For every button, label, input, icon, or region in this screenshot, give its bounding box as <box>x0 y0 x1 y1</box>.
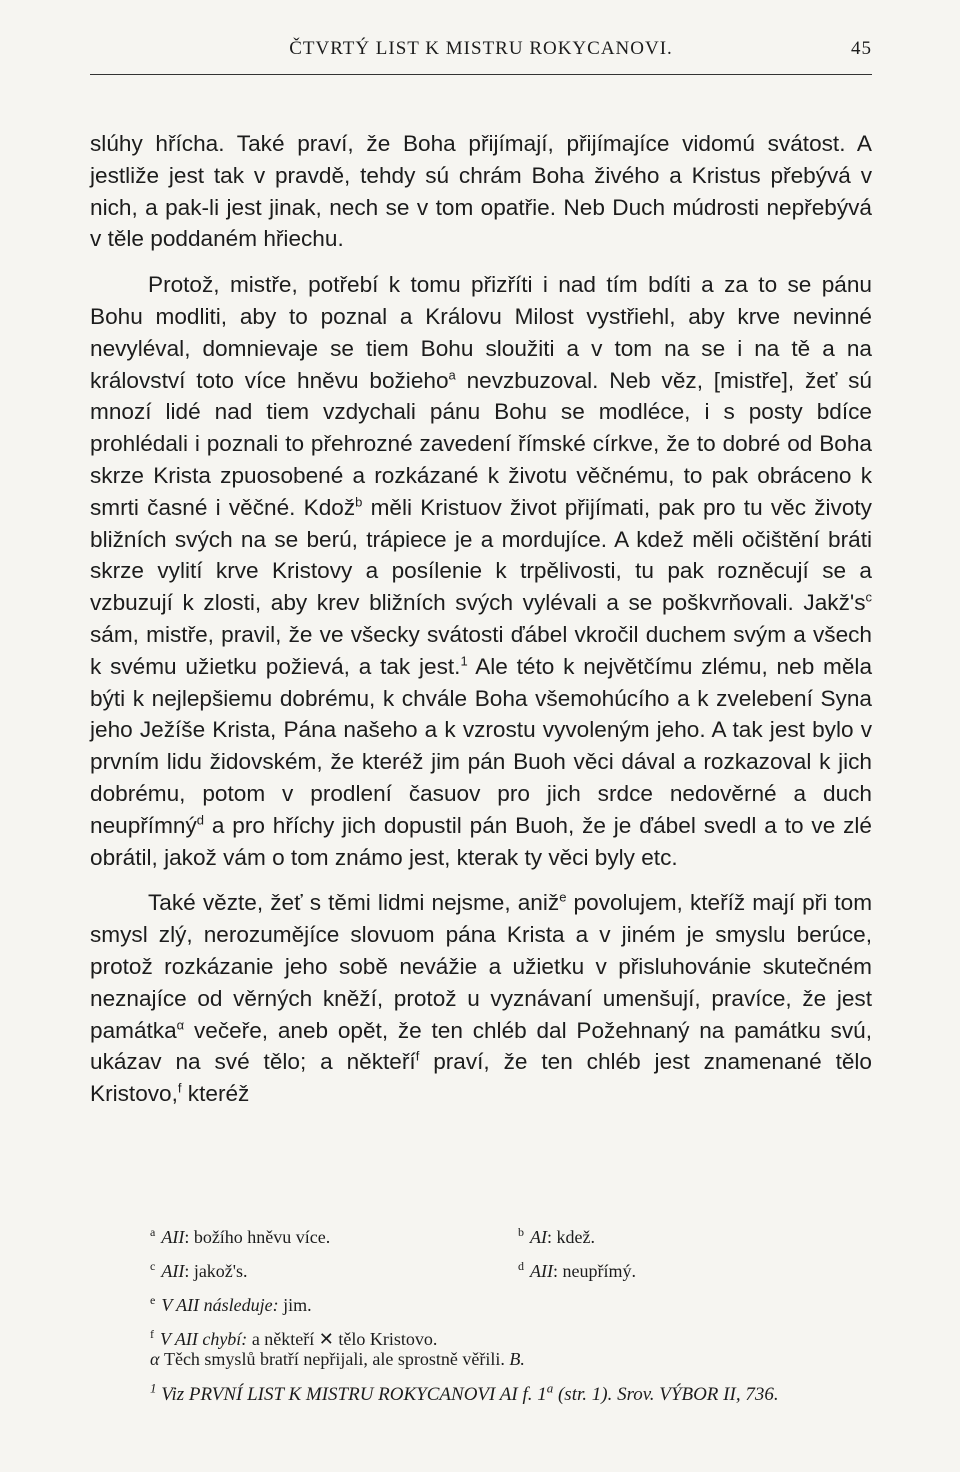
paragraph-2: Protož, mistře, potřebí k tomu přizříti i nad tím bdíti a za to se pánu Bohu modliti, aby to poznal a Královu Milost vystřiehl, aby krve nevinné nevyléval, domnievaje se tiem Bohu sloužiti a v tom na se i na tě a na království toto více hněvu božieho$^a$ nevzbuzoval. Neb věz, [mistře], žeť sú mnozí lidé nad tiem vzdychali pánu Bohu se modléce, i s posty bdíce prohlédali i poznali to přehrozné zavedení římské církve, že to dobré od Boha skrze Krista zpuosobené a rozkázané k životu věčnému, to pak obráceno k smrti časné i věčné. Kdož$^b$ měli Kristuov život přijímati, pak pro tu věc životy bližních svých na se berú, trápiece je a mordujíce. A kdež měli očištění bráti skrze vylití krve Kristovy a posílenie k trpělivosti, tu pak rozněcují se a vzbuzují k zlosti, aby krev bližních svých vylévali a se poškvrňovali. $Jakž's^c$ sám, mistře, pravil, že ve všecky svátosti ďábel vkročil duchem svým a všech k svému užietku požievá, a tak jest.$^1$ Ale této k největčímu zlému, neb měla býti k nejlepšiemu dobrému, k chvále Boha všemohúcího a k zvelebení Syna jeho Ježíše Krista, Pána našeho a k vzrostu vyvoleným jeho. A tak jest bylo v prvním lidu židovském, že kteréž jim pán Buoh věci dával a rozkazoval k jich dobrému, potom v prodlení časuov pro jich srdce nedověrné a duch neupřímný$^d$ a pro hříchy jich dopustil pán Buoh, že je ďábel svedl a to ve zlé obrátil, jakož vám o tom známo jest, kterak ty věci byly etc. <box>90 272 873 870</box>
footnote-e: $^e$ V AII následuje: jim. <box>150 1293 312 1315</box>
paragraph-1: slúhy hřícha. Také praví, že Boha přijímají, přijímajíce vidomú svátost. A jestliže jest tak v pravdě, tehdy sú chrám Boha živého a Kristus přebývá v nich, a pak-li jest jinak, nech se v tom opatřie. Neb Duch múdrosti nepřebývá v těle poddaném hřiechu. <box>90 131 872 252</box>
footnote-row <box>150 1252 870 1286</box>
header-rule <box>90 74 872 75</box>
footnote-row <box>150 1286 870 1320</box>
running-header <box>90 38 872 68</box>
running-title: ČTVRTÝ LIST K MISTRU ROKYCANOVI. <box>289 38 673 59</box>
paragraph-3: Také vězte, žeť s těmi lidmi nejsme, aniž$^e$ povolujem, kteříž mají při tom smysl zlý, nerozumějíce slovuom pána Krista a v jiném je smyslu berúce, protož rozkázanie jeho sobě nevážie a užietku v přisluhovánie skutečném neznajíce od věrných kněží, protož u vyznávaní umenšují, pravíce, že jest památka$^\alpha$ večeře, aneb opět, že ten chléb dal Požehnaný na památku svú, ukázav na své tělo; a někteří$^f$ praví, že ten chléb jest znamenané tělo Kristovo,$^f$ kteréž <box>90 889 873 1107</box>
footnote-reference: $^1$ Viz PRVNÍ LIST K MISTRU ROKYCANOVI AI f. 1$^a$ (str. 1). Srov. VÝBOR II, 736. <box>150 1380 779 1405</box>
footnote-d: $^d$ AII: neupřímý. <box>518 1259 636 1281</box>
footnote-c: $^c$ AII: jakož's. <box>150 1259 248 1281</box>
footnote-f: $^f$ V AII chybí: a někteří ✕ tělo Kristovo. <box>150 1327 438 1349</box>
page-number: 45 <box>851 38 872 59</box>
footnote-alpha: α Těch smyslů bratří nepřijali, ale sprostně věřili. B. <box>150 1349 525 1369</box>
footnote-a: $^a$ AII: božího hněvu více. <box>150 1225 331 1247</box>
footnote-row <box>150 1218 870 1252</box>
main-text <box>90 128 872 1110</box>
footnotes <box>150 1218 870 1354</box>
footnote-b: $^b$ AI: kdež. <box>518 1225 595 1247</box>
